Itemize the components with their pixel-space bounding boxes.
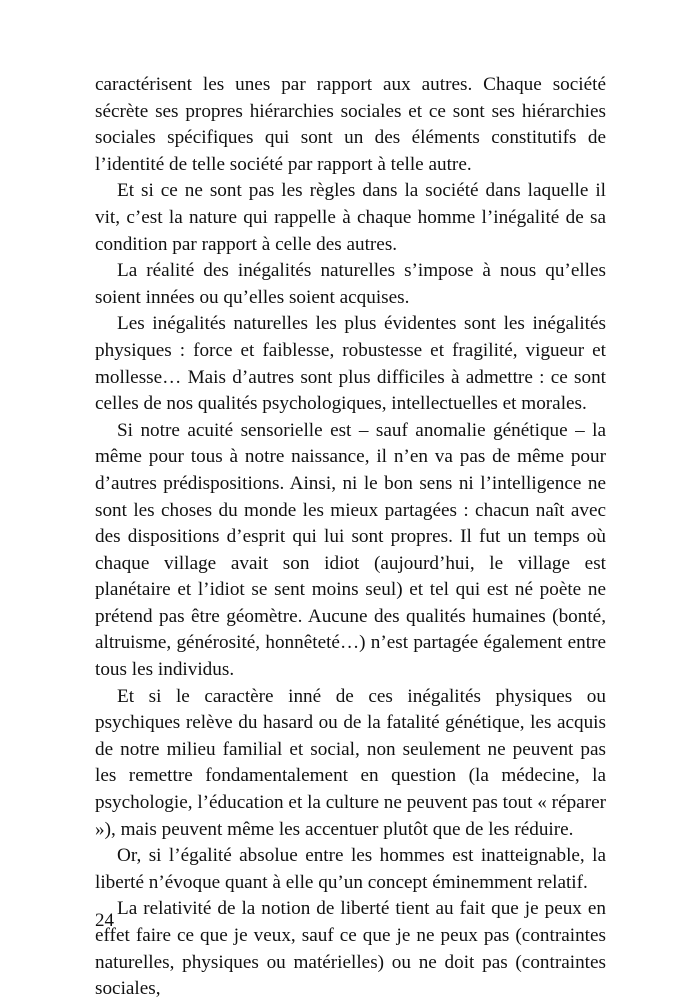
paragraph: Or, si l’égalité absolue entre les hommes est inatteignable, la liberté n’évoque quant à elle qu’un concept éminemment relatif.	[95, 845, 606, 893]
page-number: 24	[95, 910, 114, 931]
paragraph: Et si ce ne sont pas les règles dans la société dans laquelle il vit, c’est la nature qui rappelle à chaque homme l’inégalité de sa condition par rapport à celle des autres.	[95, 180, 606, 255]
paragraph: Si notre acuité sensorielle est – sauf anomalie génétique – la même pour tous à notre naissance, il n’en va pas de même pour d’autres prédispositions. Ainsi, ni le bon sens ni l’intelligence ne sont les choses du monde les mieux partagées : chacun naît avec des dispositions d’esprit qui lui sont propres. Il fut un temps où chaque village avait son idiot (aujourd’hui, le village est planétaire et l’idiot se sent moins seul) et tel qui est né poète ne prétend pas être géomètre. Aucune des qualités humaines (bonté, altruisme, générosité, honnêteté…) n’est partagée également entre tous les individus.	[95, 419, 606, 681]
page-body	[95, 72, 606, 1003]
paragraph: Les inégalités naturelles les plus évidentes sont les inégalités physiques : force et faiblesse, robustesse et fragilité, vigueur et mollesse… Mais d’autres sont plus difficiles à admettre : ce sont celles de nos qualités psychologiques, intellectuelles et morales.	[95, 313, 606, 415]
paragraph-continues: La relativité de la notion de liberté tient au fait que je peux en effet faire ce que je veux, sauf ce que je ne peux pas (contraintes naturelles, physiques ou matérielles) ou ne doit pas (contraintes sociales,	[95, 898, 606, 1000]
paragraph: La réalité des inégalités naturelles s’impose à nous qu’elles soient innées ou qu’elles soient acquises.	[95, 260, 606, 308]
paragraph-continuation: caractérisent les unes par rapport aux autres. Chaque société sécrète ses propres hiérarchies sociales et ce sont ses hiérarchies sociales spécifiques qui sont un des éléments constitutifs de l’identité de telle société par rapport à telle autre.	[95, 74, 606, 175]
paragraph: Et si le caractère inné de ces inégalités physiques ou psychiques relève du hasard ou de la fatalité génétique, les acquis de notre milieu familial et social, non seulement ne peuvent pas les remettre fondamentalement en question (la médecine, la psychologie, l’éducation et la culture ne peuvent pas tout « réparer »), mais peuvent même les accentuer plutôt que de les réduire.	[95, 685, 606, 840]
